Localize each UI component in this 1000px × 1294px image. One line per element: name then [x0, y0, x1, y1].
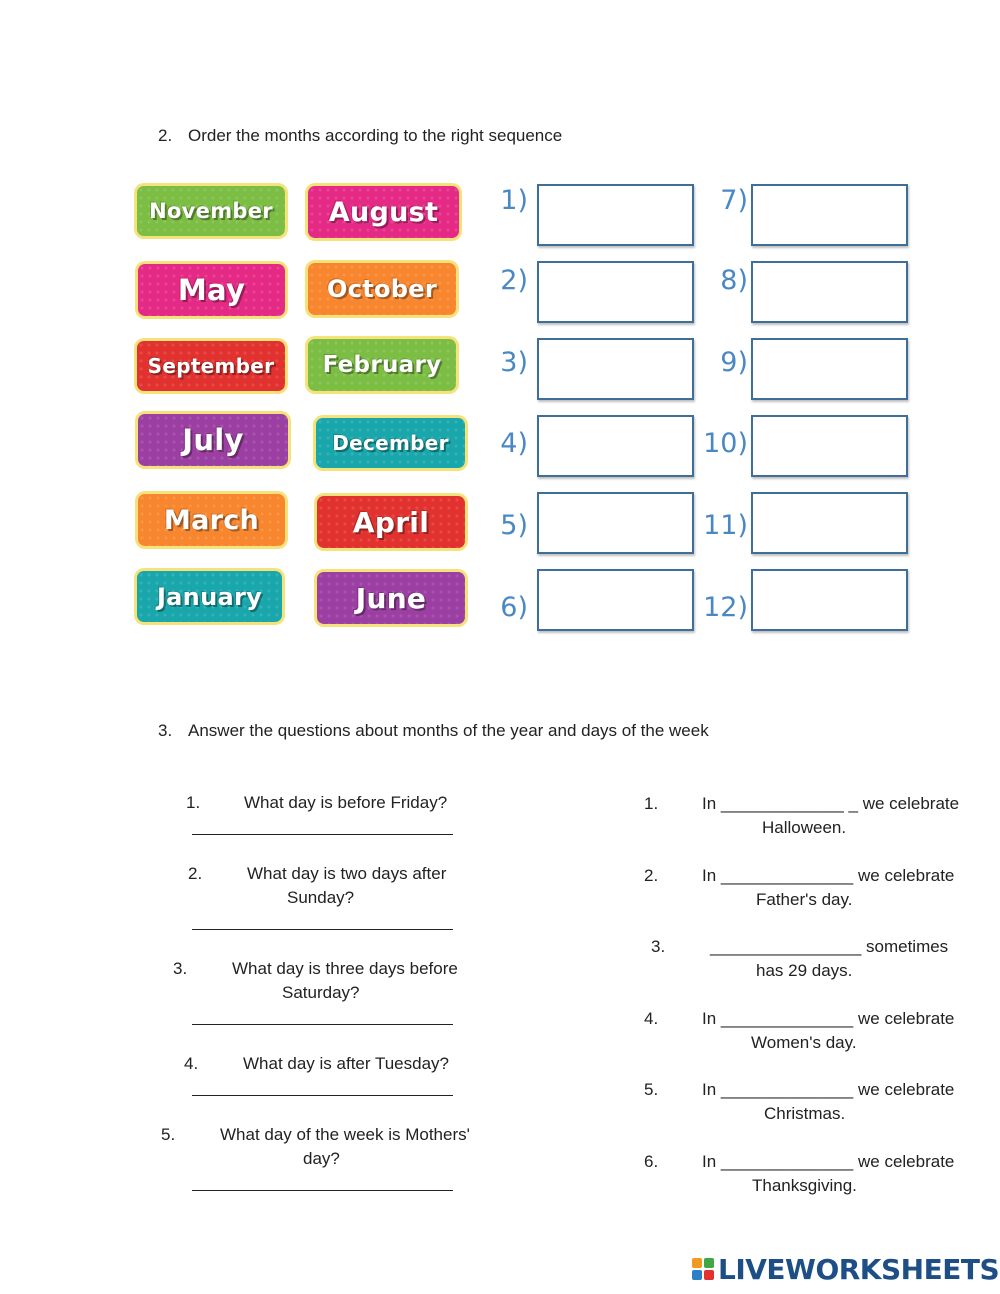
right-question-6-text[interactable]: In ______________ we celebrate — [702, 1152, 955, 1171]
answer-slot[interactable] — [751, 415, 908, 477]
left-answer-line-4[interactable] — [192, 1095, 453, 1096]
month-tag[interactable]: August — [308, 186, 459, 238]
left-question-2-text: What day is two days after — [247, 864, 447, 883]
slot-number: 8) — [720, 265, 748, 296]
month-tag[interactable]: January — [137, 571, 282, 622]
left-question-5-text-cont: day? — [303, 1149, 340, 1168]
right-question-5-number: 5. — [644, 1080, 659, 1099]
right-question-4-text-cont: Women's day. — [751, 1033, 857, 1052]
right-question-6-text-cont: Thanksgiving. — [752, 1176, 857, 1195]
slot-number: 12) — [703, 592, 748, 623]
right-question-1-number: 1. — [644, 794, 659, 813]
month-tag[interactable]: March — [138, 494, 285, 546]
month-tag[interactable]: June — [317, 572, 465, 624]
section-3-heading — [158, 721, 709, 741]
month-tag[interactable]: October — [308, 263, 456, 315]
answer-slot[interactable] — [537, 184, 694, 246]
right-question-4-number: 4. — [644, 1009, 659, 1028]
left-question-2-text-cont: Sunday? — [287, 888, 355, 907]
slot-number: 9) — [720, 347, 748, 378]
month-tag[interactable]: July — [138, 414, 288, 466]
slot-number: 10) — [703, 428, 748, 459]
month-tag[interactable]: February — [308, 339, 456, 391]
slot-number: 11) — [703, 510, 748, 541]
left-question-4-number: 4. — [184, 1054, 199, 1073]
section-2-number: 2. — [158, 126, 173, 145]
month-tag[interactable]: November — [137, 186, 285, 236]
right-question-3-number: 3. — [651, 937, 666, 956]
answer-slot[interactable] — [537, 569, 694, 631]
section-2-instruction: Order the months according to the right sequence — [188, 126, 563, 145]
left-question-3-text: What day is three days before — [232, 959, 458, 978]
logo-blocks-icon — [692, 1258, 714, 1280]
left-answer-line-3[interactable] — [192, 1024, 453, 1025]
month-tag[interactable]: December — [316, 418, 465, 468]
section-3-instruction: Answer the questions about months of the year and days of the week — [188, 721, 709, 740]
left-question-2-number: 2. — [188, 864, 203, 883]
logo-text: LIVEWORKSHEETS — [718, 1252, 1000, 1286]
right-question-2-text[interactable]: In ______________ we celebrate — [702, 866, 955, 885]
right-question-1-text-cont: Halloween. — [762, 818, 847, 837]
left-answer-line-2[interactable] — [192, 929, 453, 930]
right-question-1-text[interactable]: In _____________ _ we celebrate — [702, 794, 960, 813]
right-question-6-number: 6. — [644, 1152, 659, 1171]
month-tag[interactable]: April — [317, 496, 465, 548]
left-question-1-number: 1. — [186, 793, 201, 812]
answer-slot[interactable] — [537, 338, 694, 400]
answer-slot[interactable] — [537, 261, 694, 323]
left-question-5-text: What day of the week is Mothers' — [220, 1125, 470, 1144]
answer-slot[interactable] — [751, 184, 908, 246]
right-question-2-number: 2. — [644, 866, 659, 885]
month-tag[interactable]: May — [138, 264, 285, 316]
month-tag[interactable]: September — [137, 341, 285, 391]
section-2-heading — [158, 126, 562, 146]
section-3-number: 3. — [158, 721, 173, 740]
slot-number: 7) — [720, 185, 748, 216]
liveworksheets-logo — [692, 1254, 999, 1284]
slot-number: 4) — [500, 428, 528, 459]
left-question-3-text-cont: Saturday? — [282, 983, 360, 1002]
left-answer-line-1[interactable] — [192, 834, 453, 835]
left-question-5-number: 5. — [161, 1125, 176, 1144]
right-question-5-text[interactable]: In ______________ we celebrate — [702, 1080, 955, 1099]
left-question-4-text: What day is after Tuesday? — [243, 1054, 449, 1073]
answer-slot[interactable] — [751, 569, 908, 631]
slot-number: 6) — [500, 592, 528, 623]
answer-slot[interactable] — [751, 492, 908, 554]
answer-slot[interactable] — [537, 492, 694, 554]
answer-slot[interactable] — [751, 338, 908, 400]
right-question-2-text-cont: Father's day. — [756, 890, 853, 909]
slot-number: 3) — [500, 347, 528, 378]
right-question-3-text[interactable]: ________________ sometimes — [710, 937, 949, 956]
answer-slot[interactable] — [537, 415, 694, 477]
left-question-3-number: 3. — [173, 959, 188, 978]
right-question-4-text[interactable]: In ______________ we celebrate — [702, 1009, 955, 1028]
right-question-3-text-cont: has 29 days. — [756, 961, 853, 980]
left-answer-line-5[interactable] — [192, 1190, 453, 1191]
left-question-1-text: What day is before Friday? — [244, 793, 448, 812]
slot-number: 1) — [500, 185, 528, 216]
slot-number: 2) — [500, 265, 528, 296]
answer-slot[interactable] — [751, 261, 908, 323]
right-question-5-text-cont: Christmas. — [764, 1104, 846, 1123]
slot-number: 5) — [500, 510, 528, 541]
